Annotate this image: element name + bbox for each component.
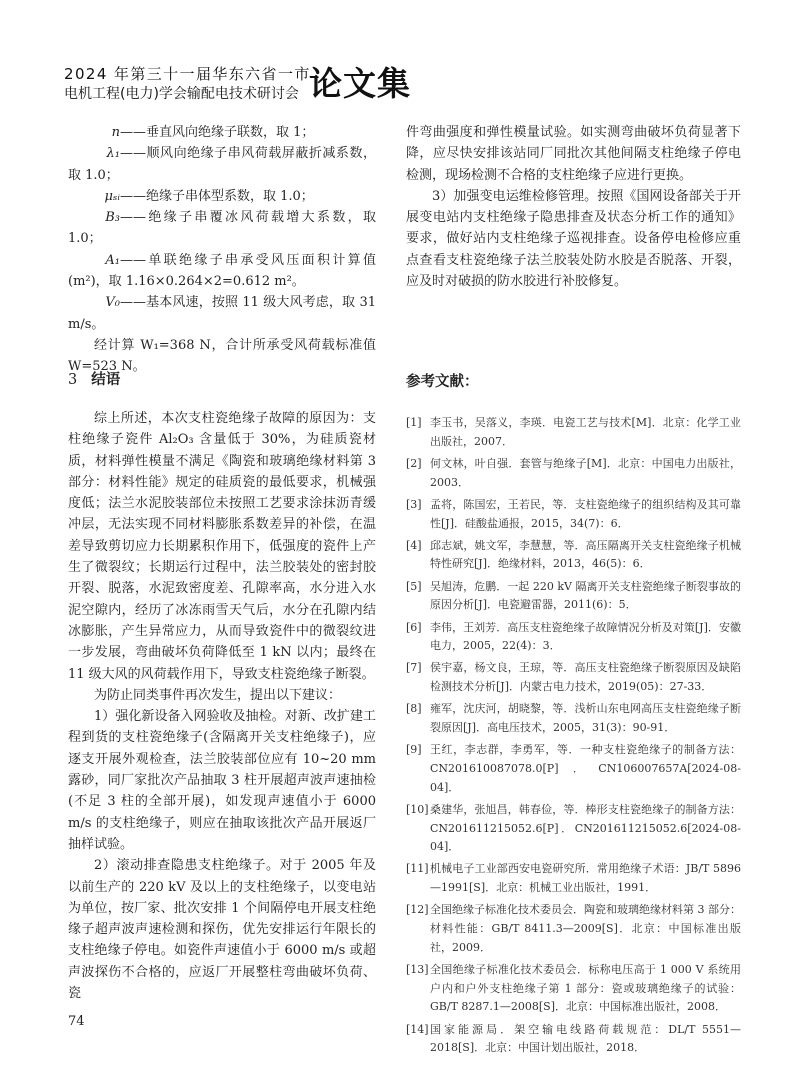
reference-number: [12] <box>406 903 429 917</box>
reference-text: 孟将，陈国宏，王若民，等．支柱瓷绝缘子的组织结构及其可靠性[J]．硅酸盐通报，2015，34(7)：6． <box>430 497 741 530</box>
reference-text: 何文林，叶自强．套管与绝缘子[M]．北京：中国电力出版社，2003． <box>430 456 741 489</box>
calculation-result: 经计算 W₁=368 N，合计所承受风荷载标准值 W=523 N。 <box>68 337 376 375</box>
reference-text: 桑建华，张旭昌，韩春俭，等．棒形支柱瓷绝缘子的制备方法：CN201611215052.6[P]．CN201611215052.6[2024-08-04]． <box>430 802 741 854</box>
reference-text: 国家能源局．架空输电线路荷载规范：DL/T 5551—2018[S]．北京：中国计划出版社，2018． <box>430 1022 741 1055</box>
reference-item <box>406 455 741 492</box>
reference-text: 机械电子工业部西安电瓷研究所．常用绝缘子术语：JB/T 5896—1991[S]．北京：机械工业出版社，1991． <box>430 862 741 895</box>
paragraph: 2）滚动排查隐患支柱绝缘子。对于 2005 年及以前生产的 220 kV 及以上的支柱绝缘子，以变电站为单位，按厂家、批次安排 1 个间隔停电开展支柱绝缘子超声波声速检测和探伤，优先安排运行年限长的支柱绝缘子停电。如瓷件声速值小于 6000 m/s 或超声波探伤不合格的，应返厂开展整柱弯曲破坏负荷、瓷 <box>68 858 376 1002</box>
reference-item <box>406 700 741 737</box>
reference-item <box>406 578 741 615</box>
reference-item <box>406 1021 741 1058</box>
reference-text: 吴旭涛，危鹏．一起 220 kV 隔离开关支柱瓷绝缘子断裂事故的原因分析[J]．电瓷避雷器，2011(6)：5． <box>430 579 741 612</box>
reference-number: [13] <box>406 962 429 976</box>
reference-item <box>406 901 741 957</box>
left-body <box>68 408 376 1004</box>
references-list <box>406 414 741 1062</box>
reference-number: [8] <box>406 702 422 716</box>
reference-number: [1] <box>406 416 422 429</box>
reference-item <box>406 961 741 1017</box>
reference-item <box>406 496 741 533</box>
paragraph: 1）强化新设备入网验收及抽检。对新、改扩建工程到货的支柱瓷绝缘子(含隔离开关支柱绝缘子)，应逐支开展外观检查，法兰胶装部位应有 10~20 mm 露砂，同厂家批次产品抽取 3 柱开展超声波声速抽检(不足 3 柱的全部开展)，如发现声速值小于 6000 m/s 的支柱绝缘子，则应在抽取该批次产品开展返厂抽样试验。 <box>68 709 376 852</box>
reference-number: [11] <box>406 862 429 876</box>
reference-text: 侯宇嘉，杨文良，王琼，等．高压支柱瓷绝缘子断裂原因及缺陷检测技术分析[J]．内蒙古电力技术，2019(05)：27-33． <box>430 661 741 694</box>
section-heading: 3 结语 <box>68 372 121 388</box>
reference-number: [10] <box>406 802 429 816</box>
reference-item <box>406 537 741 574</box>
reference-item <box>406 414 741 451</box>
reference-text: 李玉书，吴落义，李瑛．电瓷工艺与技术[M]．北京：化学工业出版社，2007． <box>430 416 741 448</box>
paragraph: 综上所述，本次支柱瓷绝缘子故障的原因为：支柱绝缘子瓷件 Al₂O₃ 含量低于 30%，为硅质瓷材质，材料弹性模量不满足《陶瓷和玻璃绝缘材料第 3 部分：材料性能》规定的硅质瓷的最低要求，机械强度低；法兰水泥胶装部位未按照工艺要求涂抹沥青缓冲层，无法实现不同材料膨胀系数差异的补偿，在温差导致剪切应力长期累积作用下，低强度的瓷件上产生了微裂纹；长期运行过程中，法兰胶装处的密封胶开裂、脱落，水泥致密度差、孔隙率高，水分进入水泥空隙内，经历了冰冻雨雪天气后，水分在孔隙内结冰膨胀，产生异常应力，从而导致瓷件中的微裂纹进一步发展，弯曲破坏负荷降低至 1 kN 以内；最终在 11 级大风的风荷载作用下，导致支柱瓷绝缘子断裂。 <box>68 411 376 682</box>
header-society-line: 电机工程(电力)学会输配电技术研讨会 <box>64 86 299 102</box>
reference-item <box>406 619 741 656</box>
references-heading: 参考文献： <box>406 374 479 390</box>
reference-number: [9] <box>406 743 422 757</box>
def-item: n——垂直风向绝缘子联数，取 1； <box>111 125 315 140</box>
reference-text: 李伟，王刘芳．高压支柱瓷绝缘子故障情况分析及对策[J]．安徽电力，2005，22(4)：3． <box>430 620 741 653</box>
reference-text: 王红，李志群，李勇军，等．一种支柱瓷绝缘子的制备方法：CN201610087078.0[P]．CN106007657A[2024-08-04]． <box>430 743 741 794</box>
reference-text: 全国绝缘子标准化技术委员会．陶瓷和玻璃绝缘材料第 3 部分：材料性能：GB/T 8411.3—2009[S]．北京：中国标准出版社，2009． <box>430 903 741 954</box>
def-item: μₛᵢ——绝缘子串体型系数，取 1.0； <box>104 188 314 204</box>
reference-text: 邱志斌，姚文军，李慧慧，等．高压隔离开关支柱瓷绝缘子机械特性研究[J]．绝缘材料，2013，46(5)：6． <box>430 538 741 571</box>
reference-number: [5] <box>406 579 422 593</box>
right-body <box>406 122 741 292</box>
header-conference-line: 2024 年第三十一届华东六省一市 <box>64 65 311 83</box>
paragraph: 3）加强变电运维检修管理。按照《国网设备部关于开展变电站内支柱绝缘子隐患排查及状态分析工作的通知》要求，做好站内支柱绝缘子巡视排查。设备停电检修应重点查看支柱瓷绝缘子法兰胶装处防水胶是否脱落、开裂，应及时对破损的防水胶进行补胶修复。 <box>406 188 741 290</box>
paragraph: 件弯曲强度和弹性模量试验。如实测弯曲破坏负荷显著下降，应尽快安排该站同厂同批次其他间隔支柱绝缘子停电检测，现场检测不合格的支柱绝缘子应进行更换。 <box>406 125 741 183</box>
paragraph: 为防止同类事件再次发生，提出以下建议： <box>94 687 342 703</box>
symbol-definitions <box>68 122 376 378</box>
def-item: B₃——绝缘子串覆冰风荷载增大系数，取 1.0； <box>68 210 376 247</box>
reference-number: [7] <box>406 661 422 675</box>
reference-number: [2] <box>406 456 422 470</box>
reference-number: [14] <box>406 1022 429 1036</box>
reference-number: [4] <box>406 538 422 552</box>
page-number: 74 <box>68 1014 85 1029</box>
reference-item <box>406 659 741 696</box>
def-item: V₀——基本风速，按照 11 级大风考虑，取 31 m/s。 <box>68 295 376 332</box>
reference-number: [3] <box>406 497 422 511</box>
reference-text: 雍军，沈庆河，胡晓黎，等．浅析山东电网高压支柱瓷绝缘子断裂原因[J]．高电压技术，2005，31(3)：90-91． <box>430 702 741 735</box>
header-proceedings-title: 论文集 <box>309 64 411 103</box>
reference-text: 全国绝缘子标准化技术委员会．标称电压高于 1 000 V 系统用户内和户外支柱绝缘子第 1 部分：瓷或玻璃绝缘子的试验：GB/T 8287.1—2008[S]．北京：中国标准出版社，2008． <box>430 962 741 1014</box>
reference-item <box>406 741 741 797</box>
reference-item <box>406 801 741 857</box>
reference-item <box>406 860 741 897</box>
def-item: λ₁——顺风向绝缘子串风荷载屏蔽折减系数，取 1.0； <box>68 146 376 183</box>
def-item: A₁——单联绝缘子串承受风压面积计算值(m²)，取 1.16×0.264×2=0.612 m²。 <box>68 252 376 290</box>
running-header <box>64 64 311 104</box>
reference-number: [6] <box>406 620 422 634</box>
